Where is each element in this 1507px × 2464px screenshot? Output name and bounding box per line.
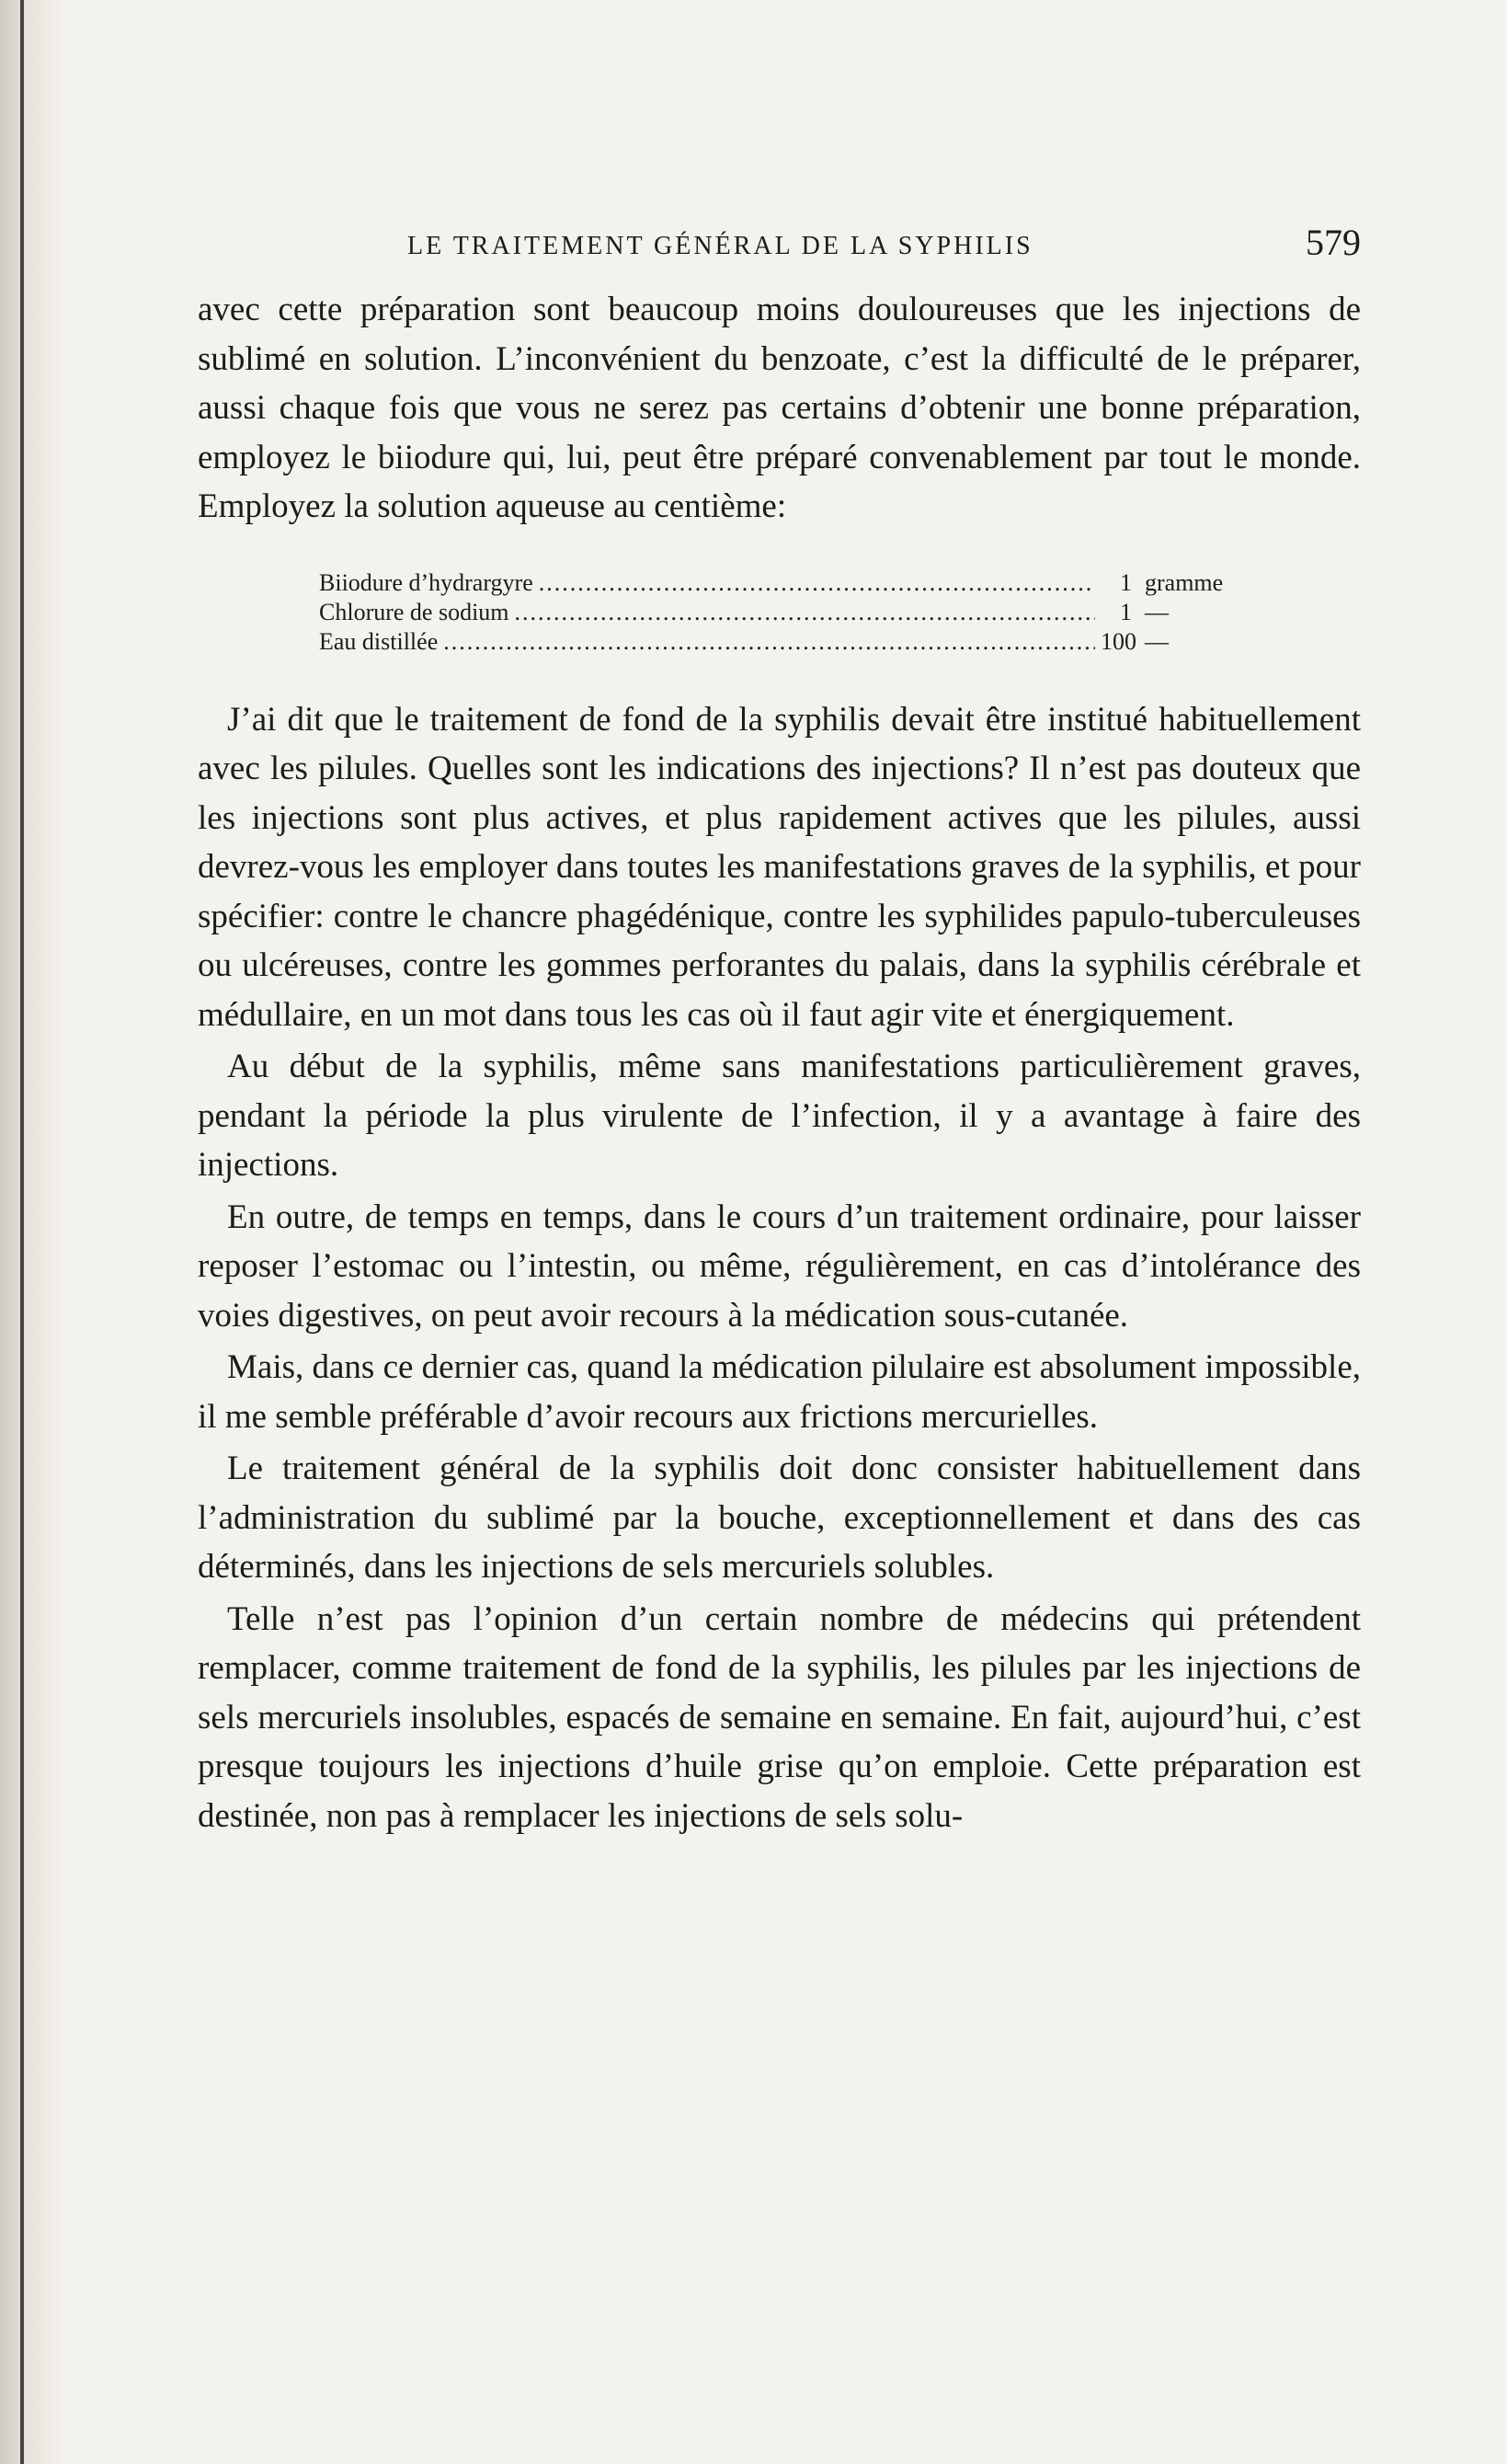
paragraph-3: Au début de la syphilis, même sans manifestations particulièrement graves, pendant la période la plus virulente de l’infection, il y a avantage à faire des injections. <box>198 1048 1361 1184</box>
paragraph-4: En outre, de temps en temps, dans le cours d’un traitement ordinaire, pour laisser reposer l’estomac ou l’intestin, ou même, régulièrement, en cas d’intolérance des voies digestives, on peut avoir recours à la médication sous-cutanée. <box>198 1198 1361 1335</box>
recipe-row <box>319 627 1216 657</box>
paragraph-6: Le traitement général de la syphilis doit donc consister habituellement dans l’administration du sublimé par la bouche, exceptionnellement et dans des cas déterminés, dans les injections de sels mercuriels solubles. <box>198 1450 1361 1586</box>
paragraph-2: J’ai dit que le traitement de fond de la syphilis devait être institué habituellement avec les pilules. Quelles sont les indications des injections? Il n’est pas douteux que les injections sont plus actives, et plus rapidement actives que les pilules, aussi devrez-vous les employer dans toutes les manifestations graves de la syphilis, et pour spécifier: contre le chancre phagédénique, contre les syphilides papulo-tuberculeuses ou ulcéreuses, contre les gommes perforantes du palais, dans la syphilis cérébrale et médullaire, en un mot dans tous les cas où il faut agir vite et énergiquement. <box>198 700 1361 1034</box>
book-page <box>198 221 1361 1840</box>
recipe-row <box>319 598 1216 627</box>
recipe-unit: — <box>1145 627 1169 655</box>
recipe-amount: 1 <box>1120 598 1132 625</box>
recipe-amount: 100 <box>1101 627 1136 655</box>
recipe-unit: — <box>1145 598 1169 625</box>
paragraph-7: Telle n’est pas l’opinion d’un certain nombre de médecins qui prétendent remplacer, comme traitement de fond de la syphilis, les pilules par les injections de sels mercuriels insolubles, espacés de semaine en semaine. En fait, aujourd’hui, c’est presque toujours les injections d’huile grise qu’on emploie. Cette préparation est destinée, non pas à remplacer les injections de sels solu- <box>198 1599 1361 1835</box>
recipe-row <box>319 568 1224 598</box>
paragraph-5: Mais, dans ce dernier cas, quand la médication pilulaire est absolument impossible, il me semble préférable d’avoir recours aux frictions mercurielles. <box>198 1348 1361 1436</box>
leader-dots <box>443 627 1095 657</box>
leader-dots <box>515 598 1095 627</box>
recipe-ingredient: Eau distillée <box>319 627 439 655</box>
recipe-ingredient: Chlorure de sodium <box>319 598 509 625</box>
page-binding-shadow <box>0 0 64 2464</box>
binding-edge-line <box>20 0 24 2464</box>
recipe-ingredient: Biiodure d’hydrargyre <box>319 568 533 596</box>
recipe-quantity <box>1101 568 1224 598</box>
recipe-table <box>319 568 1224 657</box>
recipe-quantity <box>1101 627 1216 657</box>
paragraph-1: avec cette préparation sont beaucoup moins douloureuses que les injections de sublimé en solution. L’inconvénient du benzoate, c’est la difficulté de le préparer, aussi chaque fois que vous ne serez pas certains d’obtenir une bonne préparation, employez le biiodure qui, lui, peut être préparé convenablement par tout le monde. Employez la solution aqueuse au centième: <box>198 291 1361 525</box>
running-title: LE TRAITEMENT GÉNÉRAL DE LA SYPHILIS <box>407 232 1033 260</box>
leader-dots <box>539 568 1095 598</box>
recipe-quantity <box>1101 598 1216 627</box>
recipe-amount: 1 <box>1120 568 1132 596</box>
recipe-unit: gramme <box>1145 568 1224 596</box>
page-number: 579 <box>1306 222 1361 263</box>
running-header <box>198 221 1361 285</box>
